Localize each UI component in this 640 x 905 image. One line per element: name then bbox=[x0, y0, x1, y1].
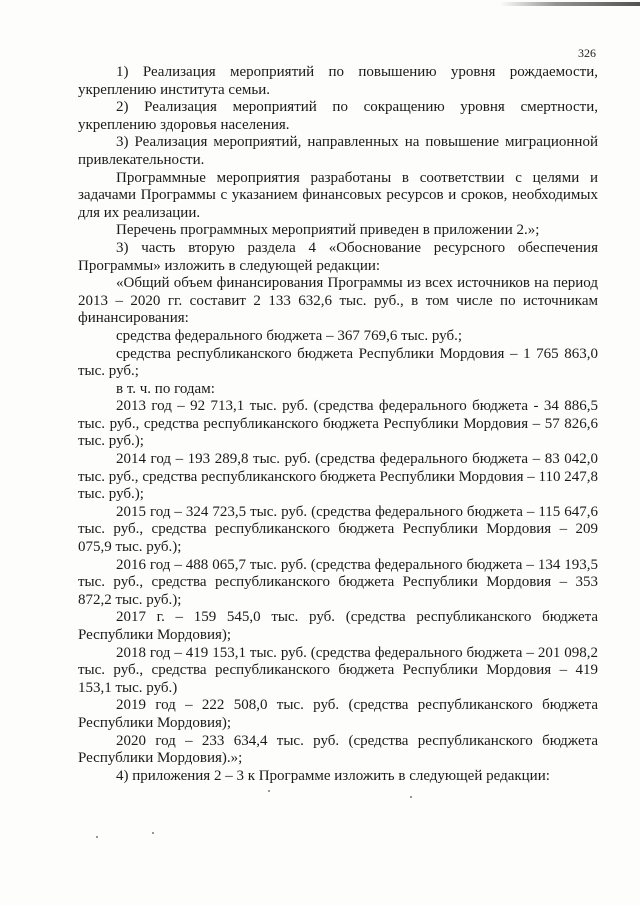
paragraph-item-1: 1) Реализация мероприятий по повышению уровня рождаемости, укреплению института семьи. bbox=[78, 64, 598, 98]
paragraph-appendix-ref: Перечень программных мероприятий приведен в приложении 2.»; bbox=[116, 222, 540, 239]
paragraph-item-4: 4) приложения 2 – 3 к Программе изложить в следующей редакции: bbox=[116, 767, 550, 784]
paragraph-item-3-section: 3) часть вторую раздела 4 «Обоснование ресурсного обеспечения Программы» изложить в следующей редакции: bbox=[78, 239, 598, 274]
paragraph-year-2020: 2020 год – 233 634,4 тыс. руб. (средства республиканского бюджета Республики Мордовия).»; bbox=[78, 732, 598, 767]
paragraph-year-2017: 2017 г. – 159 545,0 тыс. руб. (средства республиканского бюджета Республики Мордовия); bbox=[78, 609, 598, 643]
paragraph-item-2: 2) Реализация мероприятий по сокращению уровня смертности, укреплению здоровья населения. bbox=[78, 99, 598, 133]
paragraph-year-2013: 2013 год – 92 713,1 тыс. руб. (средства федерального бюджета - 34 886,5 тыс. руб., средства республиканского бюджета Республики Мордовия – 57 826,6 тыс. руб.); bbox=[78, 398, 598, 450]
scan-speck bbox=[96, 836, 98, 838]
paragraph-measures: Программные мероприятия разработаны в соответствии с целями и задачами Программы с указанием финансовых ресурсов и сроков, необходимых для их реализации. bbox=[78, 169, 598, 221]
document-body bbox=[78, 64, 598, 785]
paragraph-year-2015: 2015 год – 324 723,5 тыс. руб. (средства федерального бюджета – 115 647,6 тыс. руб., средства республиканского бюджета Республики Мордовия – 209 075,9 тыс. руб.); bbox=[78, 503, 598, 556]
scan-speck bbox=[152, 832, 154, 834]
paragraph-year-2019: 2019 год – 222 508,0 тыс. руб. (средства республиканского бюджета Республики Мордовия); bbox=[78, 697, 598, 731]
scan-speck bbox=[268, 790, 270, 792]
paragraph-item-3: 3) Реализация мероприятий, направленных на повышение миграционной привлекательности. bbox=[78, 134, 598, 168]
paragraph-year-2016: 2016 год – 488 065,7 тыс. руб. (средства федерального бюджета – 134 193,5 тыс. руб., средства республиканского бюджета Республики Мордовия – 353 872,2 тыс. руб.); bbox=[78, 556, 598, 608]
paragraph-by-years: в т. ч. по годам: bbox=[116, 380, 215, 397]
scan-edge-mark bbox=[500, 2, 640, 6]
paragraph-year-2018: 2018 год – 419 153,1 тыс. руб. (средства федерального бюджета – 201 098,2 тыс. руб., средства республиканского бюджета Республики Мордовия – 419 153,1 тыс. руб.) bbox=[78, 644, 598, 696]
paragraph-year-2014: 2014 год – 193 289,8 тыс. руб. (средства федерального бюджета – 83 042,0 тыс. руб., средства республиканского бюджета Республики Мордовия – 110 247,8 тыс. руб.); bbox=[78, 451, 598, 503]
paragraph-republic-funds: средства республиканского бюджета Республики Мордовия – 1 765 863,0 тыс. руб.; bbox=[78, 345, 598, 380]
paragraph-federal-funds: средства федерального бюджета – 367 769,6 тыс. руб.; bbox=[116, 327, 463, 344]
page-number: 326 bbox=[578, 46, 596, 60]
scan-speck bbox=[410, 796, 412, 798]
paragraph-total-financing: «Общий объем финансирования Программы из всех источников на период 2013 – 2020 гг. составит 2 133 632,6 тыс. руб., в том числе по источникам финансирования: bbox=[78, 275, 598, 327]
